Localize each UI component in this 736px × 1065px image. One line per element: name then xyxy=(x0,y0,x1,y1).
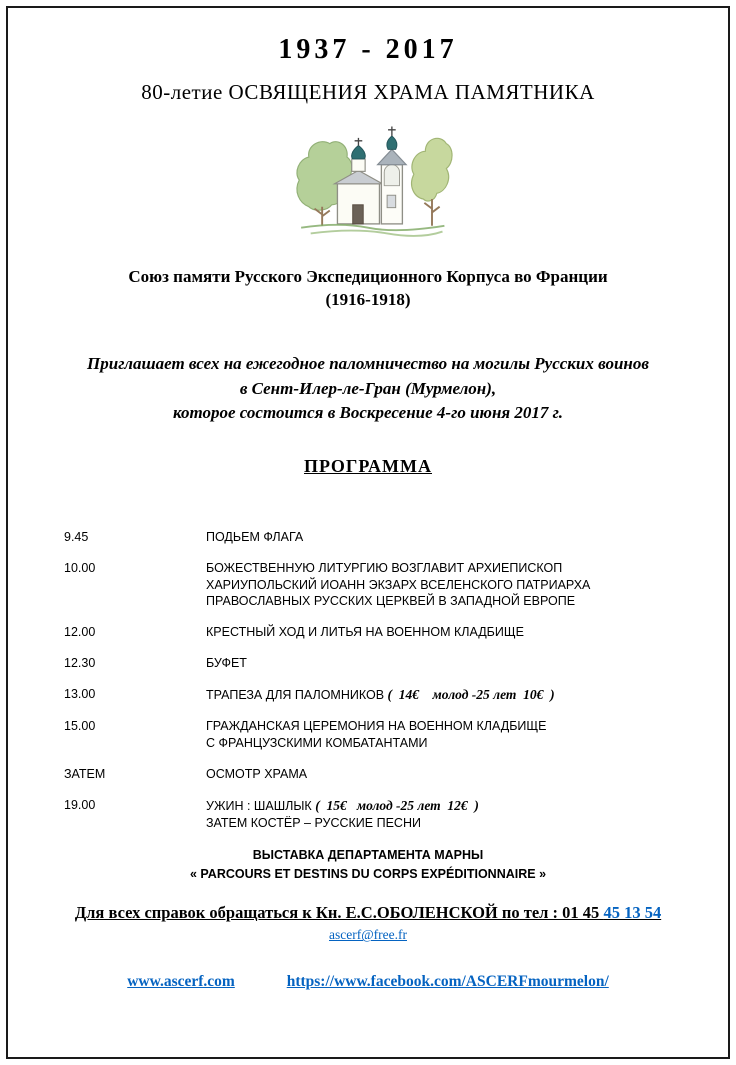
page-title-years: 1937 - 2017 xyxy=(278,34,458,65)
website-link[interactable]: www.ascerf.com xyxy=(127,973,235,991)
schedule-text: БОЖЕСТВЕННУЮ ЛИТУРГИЮ ВОЗГЛАВИТ АРХИЕПИСКОП xyxy=(206,560,563,575)
organization-block xyxy=(44,266,692,312)
schedule-row xyxy=(64,655,692,672)
church-illustration xyxy=(44,115,692,248)
schedule-time: 15.00 xyxy=(64,719,96,734)
exhibition-block xyxy=(44,846,692,884)
exhibition-line-2: « PARCOURS ET DESTINS DU CORPS EXPÉDITIONNAIRE » xyxy=(189,866,547,881)
schedule-row xyxy=(64,686,692,704)
schedule-time: ЗАТЕМ xyxy=(64,767,106,782)
program-heading xyxy=(44,456,692,477)
contact-line xyxy=(44,903,692,923)
schedule-text: ЗАТЕМ КОСТЁР – РУССКИЕ ПЕСНИ xyxy=(206,816,421,831)
phone-link[interactable]: 45 13 54 xyxy=(603,903,662,923)
organization-years: (1916-1918) xyxy=(325,289,411,309)
schedule-text: ГРАЖДАНСКАЯ ЦЕРЕМОНИЯ НА ВОЕННОМ КЛАДБИЩЕ xyxy=(206,719,547,734)
schedule-price-note: ( 14€ молод -25 лет 10€ ) xyxy=(387,687,555,703)
invitation-line-3: которое состоится в Воскресение 4-го июня 2017 г. xyxy=(173,403,563,423)
schedule-text: ТРАПЕЗА ДЛЯ ПАЛОМНИКОВ xyxy=(206,688,385,703)
contact-text: Для всех справок обращаться к Кн. Е.С.ОБОЛЕНСКОЙ по тел : 01 45 xyxy=(74,903,604,923)
invitation-line-2: в Сент-Илер-ле-Гран (Мурмелон), xyxy=(239,378,497,398)
schedule-text: ОСМОТР ХРАМА xyxy=(206,767,308,782)
schedule-time: 19.00 xyxy=(64,797,96,812)
schedule-time: 13.00 xyxy=(64,687,96,702)
schedule-text: КРЕСТНЫЙ ХОД И ЛИТЬЯ НА ВОЕННОМ КЛАДБИЩЕ xyxy=(206,625,524,640)
invitation-line-1: Приглашает всех на ежегодное паломничество на могилы Русских воинов xyxy=(87,353,649,373)
schedule-row xyxy=(64,766,692,783)
program-heading-text: ПРОГРАММА xyxy=(303,455,432,476)
email-line xyxy=(44,927,692,943)
schedule-price-note: ( 15€ молод -25 лет 12€ ) xyxy=(315,797,479,813)
schedule-time: 12.00 xyxy=(64,625,96,640)
schedule-text: ПРАВОСЛАВНЫХ РУССКИХ ЦЕРКВЕЙ В ЗАПАДНОЙ ЕВРОПЕ xyxy=(206,594,576,609)
schedule-row xyxy=(64,797,692,832)
schedule-text: БУФЕТ xyxy=(206,656,247,671)
program-schedule xyxy=(64,529,692,832)
organization-name: Союз памяти Русского Экспедиционного Корпуса во Франции xyxy=(128,267,608,286)
schedule-text: С ФРАНЦУЗСКИМИ КОМБАТАНТАМИ xyxy=(206,736,428,751)
page-subtitle: 80-летие ОСВЯЩЕНИЯ ХРАМА ПАМЯТНИКА xyxy=(141,80,595,104)
schedule-row xyxy=(64,560,692,611)
church-memorial-drawing-icon xyxy=(282,115,454,243)
schedule-time: 9.45 xyxy=(64,529,89,544)
schedule-text: ХАРИУПОЛЬСКИЙ ИОАНН ЭКЗАРХ ВСЕЛЕНСКОГО ПАТРИАРХА xyxy=(206,577,591,592)
schedule-text: УЖИН : ШАШЛЫК xyxy=(206,798,312,813)
schedule-row xyxy=(64,529,692,546)
facebook-link[interactable]: https://www.facebook.com/ASCERFmourmelon/ xyxy=(286,973,609,991)
schedule-row xyxy=(64,624,692,641)
exhibition-line-1: ВЫСТАВКА ДЕПАРТАМЕНТА МАРНЫ xyxy=(252,847,484,862)
footer-links xyxy=(44,973,692,991)
schedule-text: ПОДЬЕМ ФЛАГА xyxy=(206,529,304,544)
schedule-row xyxy=(64,718,692,752)
schedule-time: 10.00 xyxy=(64,560,96,575)
email-link[interactable]: ascerf@free.fr xyxy=(329,927,407,943)
schedule-time: 12.30 xyxy=(64,656,96,671)
invitation-block xyxy=(44,352,692,426)
